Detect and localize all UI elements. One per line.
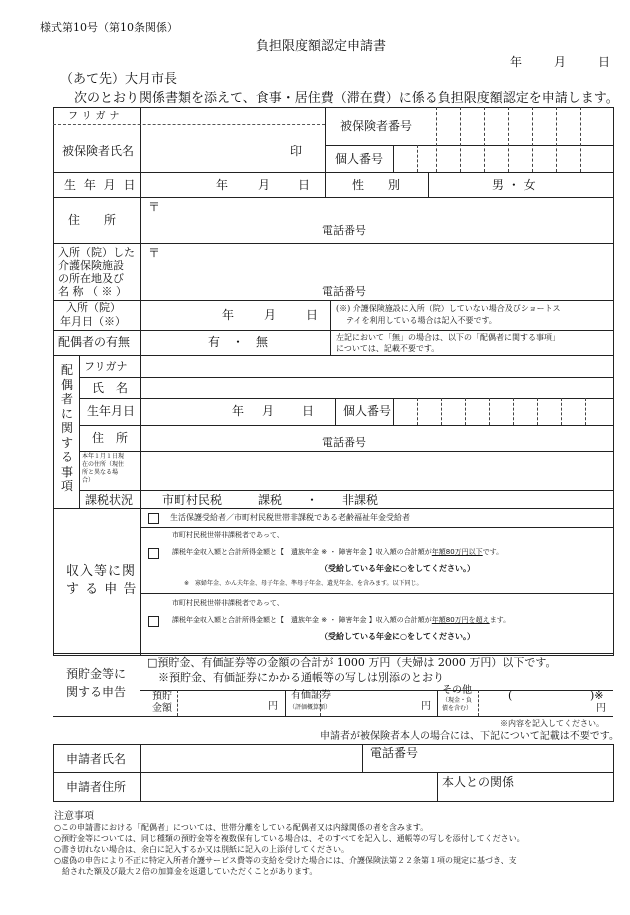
tax-status-options[interactable]: 市町村民税 課税 ・ 非課税 bbox=[162, 493, 379, 507]
spouse-personal-number-label: 個人番号 bbox=[343, 404, 392, 418]
date-month-label: 月 bbox=[554, 55, 567, 69]
birth-day: 日 bbox=[298, 178, 311, 192]
facility-postal-mark: 〒 bbox=[148, 246, 161, 260]
other-yen: 円 bbox=[596, 703, 606, 714]
birth-date-label: 生 年 月 日 bbox=[64, 178, 138, 192]
spouse-name-field[interactable] bbox=[141, 356, 612, 397]
furigana-label: フリガナ bbox=[68, 111, 124, 122]
income-option-2-line-c: （受給している年金に○をしてください。） bbox=[320, 564, 475, 573]
admission-label-1: 入所（院） bbox=[66, 301, 121, 314]
spouse-address-label: 住 所 bbox=[92, 431, 129, 445]
fill-content-note: ※内容を記入してください。 bbox=[500, 719, 604, 728]
other-paren-close: )※ bbox=[590, 689, 604, 702]
date-year-label: 年 bbox=[510, 55, 523, 69]
sex-label: 性 別 bbox=[352, 178, 401, 192]
jan1-address-label-4: 合） bbox=[82, 477, 95, 484]
applicant-phone-label: 電話番号 bbox=[370, 746, 419, 760]
savings-label-2: 関する申告 bbox=[66, 685, 127, 699]
address-label: 住 所 bbox=[68, 213, 117, 227]
other-label-1: その他 bbox=[442, 685, 472, 696]
deposit-label-1: 預貯 bbox=[152, 691, 172, 702]
date-day-label: 日 bbox=[598, 55, 611, 69]
form-title: 負担限度額認定申請書 bbox=[256, 39, 387, 54]
insured-number-label: 被保険者番号 bbox=[340, 119, 413, 133]
admission-note-1: (※) 介護保険施設に入所（院）していない場合及びショートス bbox=[336, 304, 561, 313]
income-label-1: 収入等に関 bbox=[66, 564, 137, 579]
note-2: ○預貯金等については、同じ種類の預貯金等を複数保有している場合は、そのすべてを記入し、通帳等の写しを添付してください。 bbox=[54, 834, 525, 843]
spouse-presence-options[interactable]: 有 ・ 無 bbox=[208, 335, 269, 349]
note-3: ○書き切れない場合は、余白に記入するか又は別紙に記入の上添付してください。 bbox=[54, 845, 349, 854]
facility-label-3: の所在地及び bbox=[58, 272, 124, 285]
income-option-2-note: ※ 寡婦年金、かん夫年金、母子年金、準母子年金、遺児年金、を含みます。以下同じ。 bbox=[184, 580, 423, 587]
facility-phone-label: 電話番号 bbox=[322, 285, 366, 298]
income-option-3-line-c: （受給している年金に○をしてください。） bbox=[320, 632, 475, 641]
seal-mark: 印 bbox=[290, 144, 303, 158]
insured-number-field[interactable] bbox=[437, 108, 612, 144]
facility-label-2: 介護保険施設 bbox=[58, 259, 124, 272]
savings-statement-checkbox[interactable]: □預貯金、有価証券等の金額の合計が 1000 万円（夫婦は 2000 万円）以下です。 bbox=[147, 656, 557, 669]
deposit-yen: 円 bbox=[268, 701, 278, 712]
applicant-note: 申請者が被保険者本人の場合には、下記について記載は不要です。 bbox=[320, 731, 619, 742]
notes-title: 注意事項 bbox=[54, 811, 94, 822]
income-option-2-line-b: 課税年金収入額と合計所得金額と【 遺族年金 ※ ・ 障害年金 】収入額の合計額が年額80万円以下です。 bbox=[172, 548, 504, 556]
spouse-presence-note-1: 左記において「無」の場合は、以下の「配偶者に関する事項」 bbox=[336, 333, 560, 342]
form-number: 様式第10号（第10条関係） bbox=[40, 21, 178, 34]
income-option-2-checkbox[interactable] bbox=[148, 548, 159, 559]
insured-name-field[interactable] bbox=[141, 108, 324, 171]
relationship-label: 本人との関係 bbox=[442, 775, 515, 789]
facility-label-4: 名 称 （ ※ ） bbox=[58, 285, 127, 298]
admission-year: 年 bbox=[222, 308, 235, 322]
sex-options[interactable]: 男 ・ 女 bbox=[492, 178, 536, 192]
admission-month: 月 bbox=[264, 308, 277, 322]
personal-number-label: 個人番号 bbox=[335, 152, 384, 166]
income-option-3-checkbox[interactable] bbox=[148, 616, 159, 627]
securities-label-1: 有価証券 bbox=[291, 690, 331, 701]
jan1-address-label-2: 在の住所（現住 bbox=[82, 461, 125, 468]
spouse-furigana-label: フリガナ bbox=[84, 360, 128, 373]
deposit-amount-field[interactable] bbox=[178, 691, 266, 715]
other-paren-open: ( bbox=[508, 689, 513, 702]
intro-text: 次のとおり関係書類を添えて、食事・居住費（滞在費）に係る負担限度額認定を申請します。 bbox=[74, 91, 619, 106]
postal-mark: 〒 bbox=[148, 200, 161, 214]
admission-day: 日 bbox=[306, 308, 319, 322]
addressee: （あて先）大月市長 bbox=[60, 72, 178, 87]
facility-field[interactable] bbox=[141, 244, 612, 299]
insured-name-label: 被保険者氏名 bbox=[62, 144, 135, 158]
income-label-2: す る 申 告 bbox=[66, 582, 138, 597]
spouse-phone-label: 電話番号 bbox=[322, 436, 366, 449]
tax-status-label: 課税状況 bbox=[85, 493, 134, 507]
personal-number-field[interactable] bbox=[394, 146, 612, 171]
relationship-field[interactable] bbox=[438, 788, 612, 800]
jan1-address-label-3: 所と異なる場 bbox=[82, 469, 119, 476]
securities-yen: 円 bbox=[421, 701, 431, 712]
income-option-2-line-a: 市町村民税世帯非課税者であって、 bbox=[172, 531, 284, 539]
birth-month: 月 bbox=[258, 178, 271, 192]
spouse-name-label: 氏 名 bbox=[92, 381, 129, 395]
birth-year: 年 bbox=[216, 178, 229, 192]
spouse-personal-number-field[interactable] bbox=[394, 399, 612, 424]
deposit-label-2: 金額 bbox=[152, 703, 172, 714]
savings-statement-note: ※預貯金、有価証券にかかる通帳等の写しは別添のとおり bbox=[158, 671, 444, 684]
note-1: ○この申請書における「配偶者」については、世帯分離をしている配偶者又は内縁関係の者を含みます。 bbox=[54, 823, 429, 832]
admission-label-2: 年月日（※） bbox=[60, 315, 126, 328]
address-field[interactable] bbox=[141, 198, 612, 242]
other-label-3: 債を含む） bbox=[442, 705, 473, 712]
jan1-address-field[interactable] bbox=[141, 452, 612, 489]
spouse-presence-label: 配偶者の有無 bbox=[58, 335, 131, 349]
income-option-1-checkbox[interactable] bbox=[148, 513, 159, 524]
note-5: 給された額及び最大２倍の加算金を返還していただくことがあります。 bbox=[62, 867, 318, 876]
securities-amount-field[interactable] bbox=[321, 691, 419, 715]
spouse-birth-label: 生年月日 bbox=[87, 404, 136, 418]
applicant-address-field[interactable] bbox=[141, 773, 436, 800]
phone-label: 電話番号 bbox=[322, 224, 366, 237]
applicant-name-field[interactable] bbox=[141, 745, 361, 771]
other-assets-field[interactable] bbox=[479, 691, 612, 715]
spouse-birth-day: 日 bbox=[302, 404, 315, 418]
other-label-2: （現金・負 bbox=[442, 697, 473, 704]
securities-label-2: （評価概算額） bbox=[289, 704, 332, 711]
admission-note-2: テイを利用している場合は記入不要です。 bbox=[346, 316, 497, 325]
income-option-3-line-a: 市町村民税世帯非課税者であって、 bbox=[172, 599, 284, 607]
note-4: ○虚偽の申告により不正に特定入所者介護サービス費等の支給を受けた場合には、介護保険法第２２条第１項の規定に基づき、支 bbox=[54, 856, 517, 865]
applicant-name-label: 申請者氏名 bbox=[66, 752, 127, 766]
income-option-3-line-b: 課税年金収入額と合計所得金額と【 遺族年金 ※ ・ 障害年金 】収入額の合計額が年額80万円を超えます。 bbox=[172, 616, 511, 624]
spouse-birth-year: 年 bbox=[232, 404, 245, 418]
spouse-address-field[interactable] bbox=[141, 426, 612, 450]
spouse-presence-note-2: については、記載不要です。 bbox=[336, 344, 440, 353]
savings-label-1: 預貯金等に bbox=[66, 667, 127, 681]
applicant-phone-field[interactable] bbox=[363, 760, 612, 771]
income-option-1-text: 生活保護受給者／市町村民税世帯非課税である老齢福祉年金受給者 bbox=[170, 513, 410, 522]
jan1-address-label-1: 本年１月１日現 bbox=[82, 453, 125, 460]
applicant-address-label: 申請者住所 bbox=[66, 780, 127, 794]
spouse-birth-month: 月 bbox=[262, 404, 275, 418]
facility-label-1: 入所（院）した bbox=[58, 246, 135, 259]
spouse-section-label: 配偶者に関する事項 bbox=[61, 363, 74, 493]
